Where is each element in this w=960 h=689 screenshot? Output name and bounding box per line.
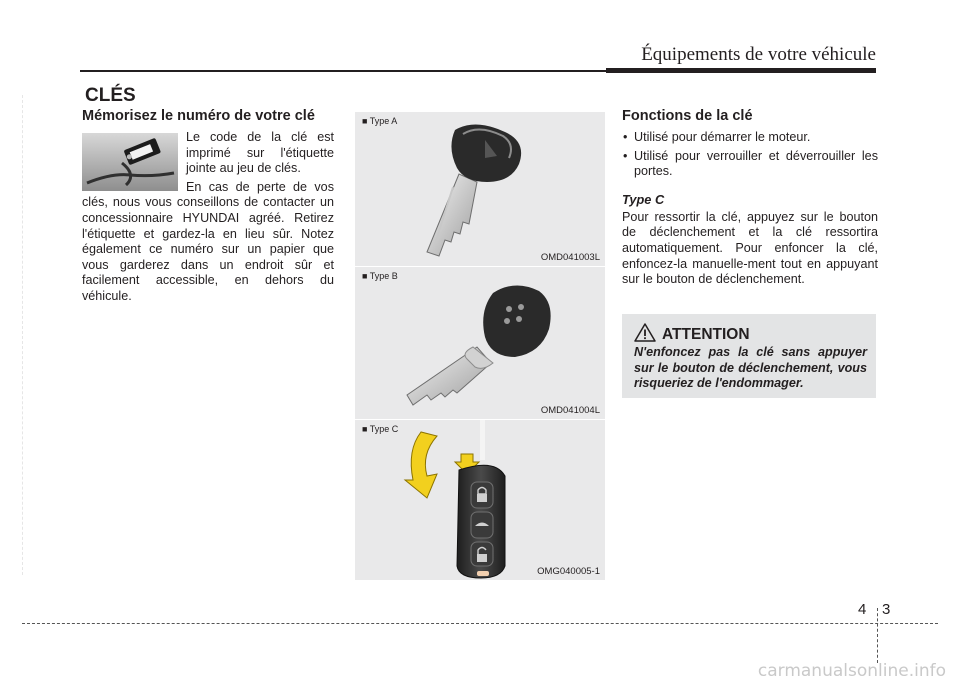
figure-type-a	[355, 112, 605, 266]
header-rule	[80, 70, 876, 72]
figure-label: ■ Type A	[362, 116, 398, 126]
chapter-title: Équipements de votre véhicule	[641, 44, 876, 65]
right-subtitle: Fonctions de la clé	[622, 108, 753, 124]
type-c-paragraph: Pour ressortir la clé, appuyez sur le bouton de déclenchement et la clé ressortira automatiquement. Pour enfoncer la clé, enfoncez-la manuelle-ment tout en appuyant sur le bouton de déclenchement.	[622, 209, 878, 287]
page-chapter-number: 4	[858, 601, 867, 618]
attention-text: N'enfoncez pas la clé sans appuyer sur le bouton de déclenchement, vous risqueriez de l'endommager.	[634, 345, 867, 391]
left-column	[82, 108, 334, 308]
figure-label: ■ Type B	[362, 271, 398, 281]
right-column	[622, 108, 878, 291]
figure-type-b	[355, 267, 605, 419]
list-item: • Utilisé pour verrouiller et déverrouiller les portes.	[622, 149, 878, 180]
margin-guide	[22, 95, 24, 575]
page-number: 3	[882, 601, 891, 618]
left-subtitle: Mémorisez le numéro de votre clé	[82, 108, 315, 124]
watermark: carmanualsonline.info	[757, 661, 946, 681]
function-list	[622, 130, 878, 180]
warning-icon	[634, 323, 656, 347]
attention-box	[622, 314, 876, 398]
figure-code: OMD041003L	[540, 252, 600, 263]
footer-divider	[877, 608, 878, 663]
figure-label: ■ Type C	[362, 424, 399, 434]
figure-code: OMD041004L	[540, 405, 600, 416]
attention-header	[634, 323, 750, 347]
lost-key-paragraph: En cas de perte de vos clés, nous vous conseillons de contacter un concessionnaire HYUNDAI agréé. Retirez l'étiquette et gardez-la en lieu sûr. Notez également ce numéro sur un papier que vous garderez dans un endroit sûr et facilement accessible, en dehors du véhicule.	[82, 179, 334, 303]
figure-type-c	[355, 420, 605, 580]
figure-code: OMG040005-1	[537, 566, 600, 577]
attention-title: ATTENTION	[662, 326, 750, 343]
key-code-paragraph: Le code de la clé est imprimé sur l'étiquette jointe au jeu de clés.	[186, 130, 334, 176]
footer-rule	[22, 623, 938, 624]
list-item: • Utilisé pour démarrer le moteur.	[622, 130, 878, 146]
type-c-title: Type C	[622, 191, 665, 207]
key-tag-image	[82, 133, 178, 191]
section-title: CLÉS	[85, 85, 136, 106]
